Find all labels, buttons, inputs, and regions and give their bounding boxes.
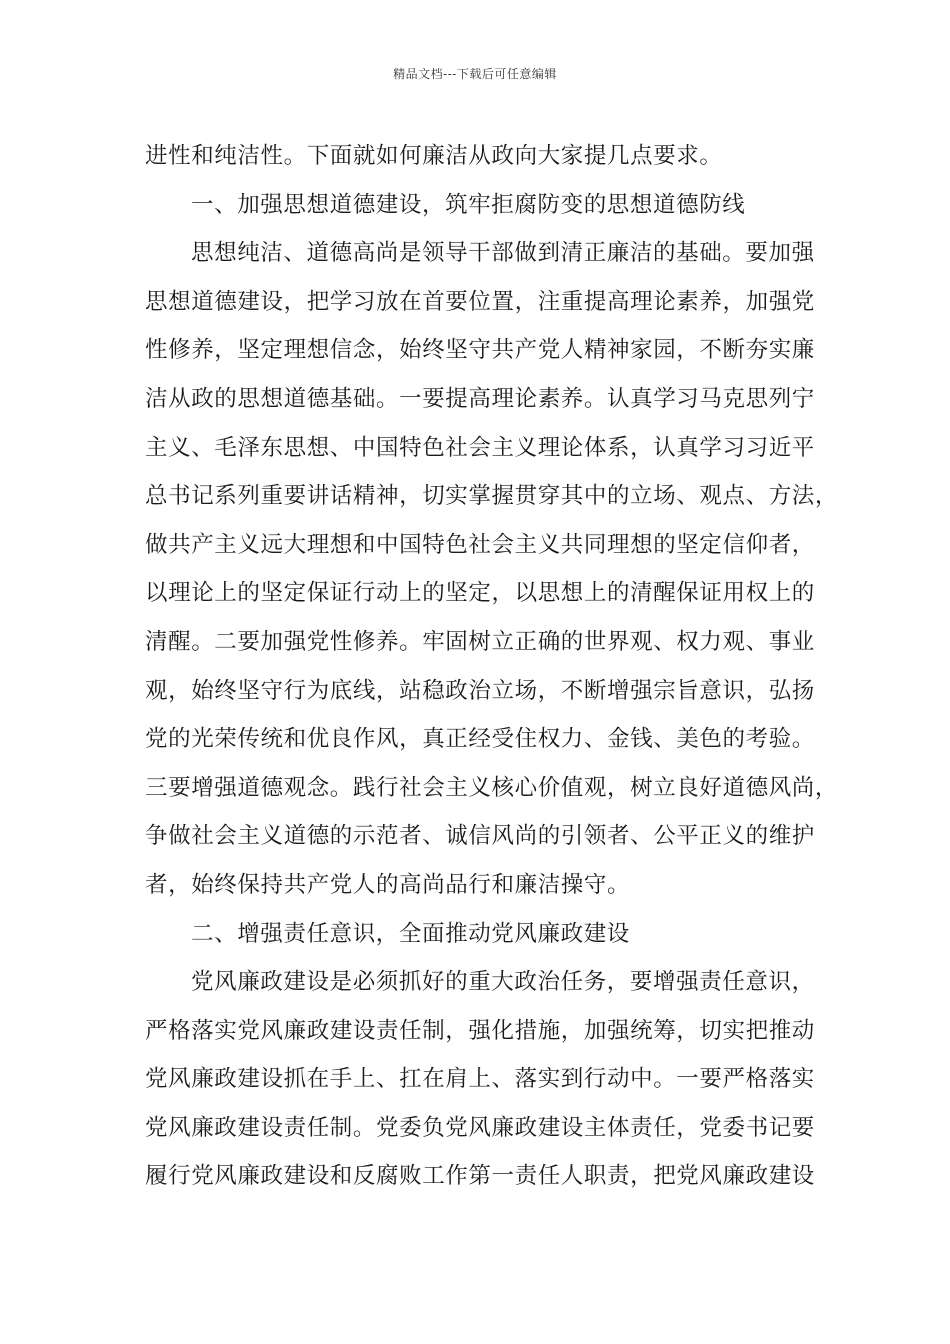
text-line: 二、增强责任意识，全面推动党风廉政建设 [191, 920, 630, 947]
text-line: 党的光荣传统和优良作风，真正经受住权力、金钱、美色的考验。 [145, 726, 815, 753]
body-text [145, 132, 839, 1201]
text-line: 洁从政的思想道德基础。一要提高理论素养。认真学习马克思列宁 [145, 385, 815, 412]
text-line: 一、加强思想道德建设，筑牢拒腐防变的思想道德防线 [191, 191, 746, 218]
text-line: 党风廉政建设责任制。党委负党风廉政建设主体责任，党委书记要 [145, 1114, 815, 1141]
text-line: 主义、毛泽东思想、中国特色社会主义理论体系，认真学习习近平 [145, 434, 815, 461]
text-line: 进性和纯洁性。下面就如何廉洁从政向大家提几点要求。 [145, 143, 723, 169]
text-line: 思想纯洁、道德高尚是领导干部做到清正廉洁的基础。要加强 [191, 240, 815, 267]
text-line: 思想道德建设，把学习放在首要位置，注重提高理论素养，加强党 [145, 288, 815, 315]
text-line: 党风廉政建设抓在手上、扛在肩上、落实到行动中。一要严格落实 [145, 1066, 815, 1093]
text-line: 严格落实党风廉政建设责任制，强化措施，加强统筹，切实把推动 [145, 1017, 815, 1044]
text-line: 总书记系列重要讲话精神，切实掌握贯穿其中的立场、观点、方法， [145, 483, 839, 510]
text-line: 做共产主义远大理想和中国特色社会主义共同理想的坚定信仰者， [145, 531, 815, 558]
header-note: 精品文档---下载后可任意编辑 [393, 67, 557, 81]
text-line: 清醒。二要加强党性修养。牢固树立正确的世界观、权力观、事业 [145, 628, 815, 655]
text-line: 观，始终坚守行为底线，站稳政治立场，不断增强宗旨意识，弘扬 [145, 677, 815, 704]
text-line: 党风廉政建设是必须抓好的重大政治任务，要增强责任意识， [191, 969, 815, 996]
text-line: 三要增强道德观念。践行社会主义核心价值观，树立良好道德风尚， [145, 774, 839, 801]
text-line: 履行党风廉政建设和反腐败工作第一责任人职责，把党风廉政建设 [145, 1163, 815, 1190]
text-line: 性修养，坚定理想信念，始终坚守共产党人精神家园，不断夯实廉 [145, 337, 815, 364]
text-line: 以理论上的坚定保证行动上的坚定，以思想上的清醒保证用权上的 [145, 580, 815, 607]
text-line: 者，始终保持共产党人的高尚品行和廉洁操守。 [145, 871, 631, 898]
text-line: 争做社会主义道德的示范者、诚信风尚的引领者、公平正义的维护 [145, 823, 815, 850]
